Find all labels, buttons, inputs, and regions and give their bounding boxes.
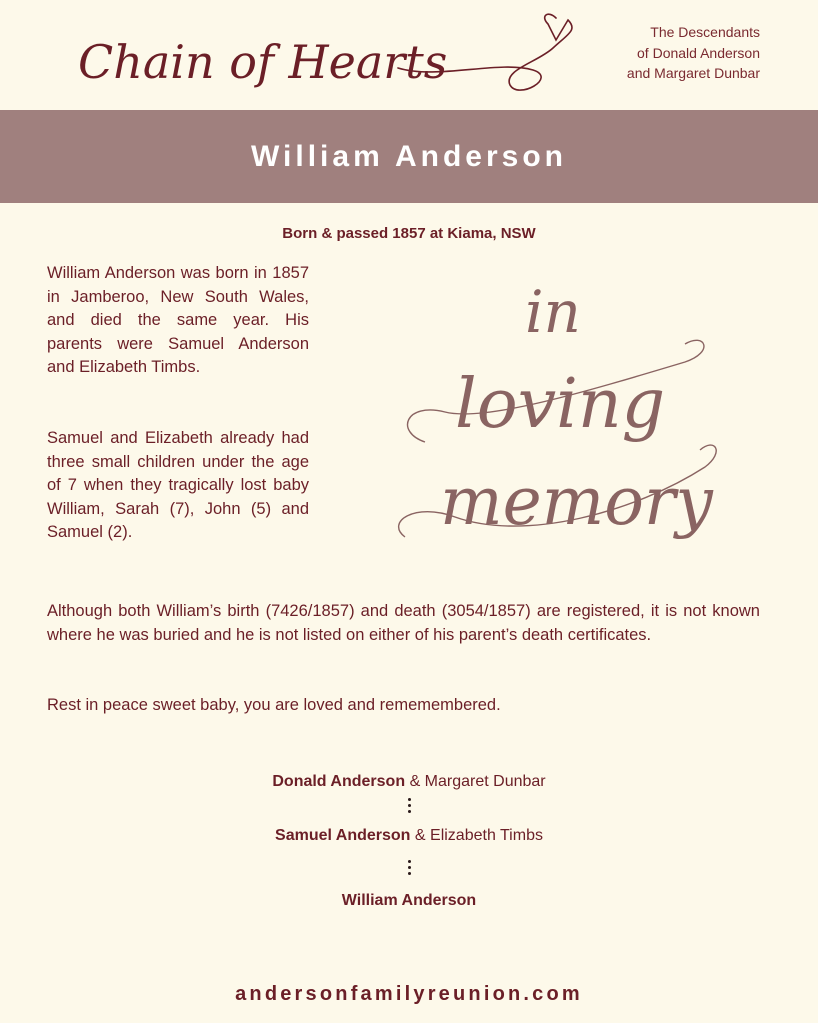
- memory-word-in: in: [525, 278, 581, 346]
- tree-generation-2: [0, 827, 818, 845]
- tagline-line-2: of Donald Anderson: [637, 44, 760, 61]
- tree-gen2-name: Samuel Anderson: [275, 827, 411, 844]
- tree-connector-2: [405, 860, 413, 878]
- in-loving-memory-graphic: [385, 262, 745, 572]
- tagline-line-3: and Margaret Dunbar: [626, 65, 760, 81]
- logo-text: Chain of Hearts: [78, 35, 448, 89]
- header: [0, 0, 818, 110]
- tree-generation-1: [0, 773, 818, 791]
- tagline-line-1: The Descendants: [650, 24, 760, 40]
- tree-connector-1: [405, 798, 413, 816]
- paragraph-2: Samuel and Elizabeth already had three small children under the age of 7 when they tragically lost baby William, Sarah (7), John (5) and Samuel (2).: [47, 429, 309, 541]
- tagline: [500, 22, 760, 84]
- tree-gen1-name: Donald Anderson: [272, 773, 406, 790]
- title-banner: [0, 110, 818, 203]
- paragraph-4: Rest in peace sweet baby, you are loved and rememembered.: [47, 696, 501, 714]
- memory-word-memory: memory: [440, 463, 713, 540]
- tree-generation-3: [0, 892, 818, 910]
- paragraph-3: Although both William’s birth (7426/1857) and death (3054/1857) are registered, it is not known where he was buried and he is not listed on either of his parent’s death certificates.: [47, 602, 760, 644]
- tree-gen1-spouse: & Margaret Dunbar: [409, 773, 546, 790]
- subtitle: Born & passed 1857 at Kiama, NSW: [282, 225, 536, 242]
- paragraph-1: William Anderson was born in 1857 in Jamberoo, New South Wales, and died the same year. His parents were Samuel Anderson and Elizabeth Timbs.: [47, 264, 309, 376]
- footer-website-link[interactable]: andersonfamilyreunion.com: [235, 983, 583, 1005]
- tree-gen3-name: William Anderson: [341, 892, 477, 909]
- memory-word-loving: loving: [455, 365, 666, 444]
- tree-gen2-spouse: & Elizabeth Timbs: [414, 827, 543, 844]
- page-title: William Anderson: [251, 139, 567, 173]
